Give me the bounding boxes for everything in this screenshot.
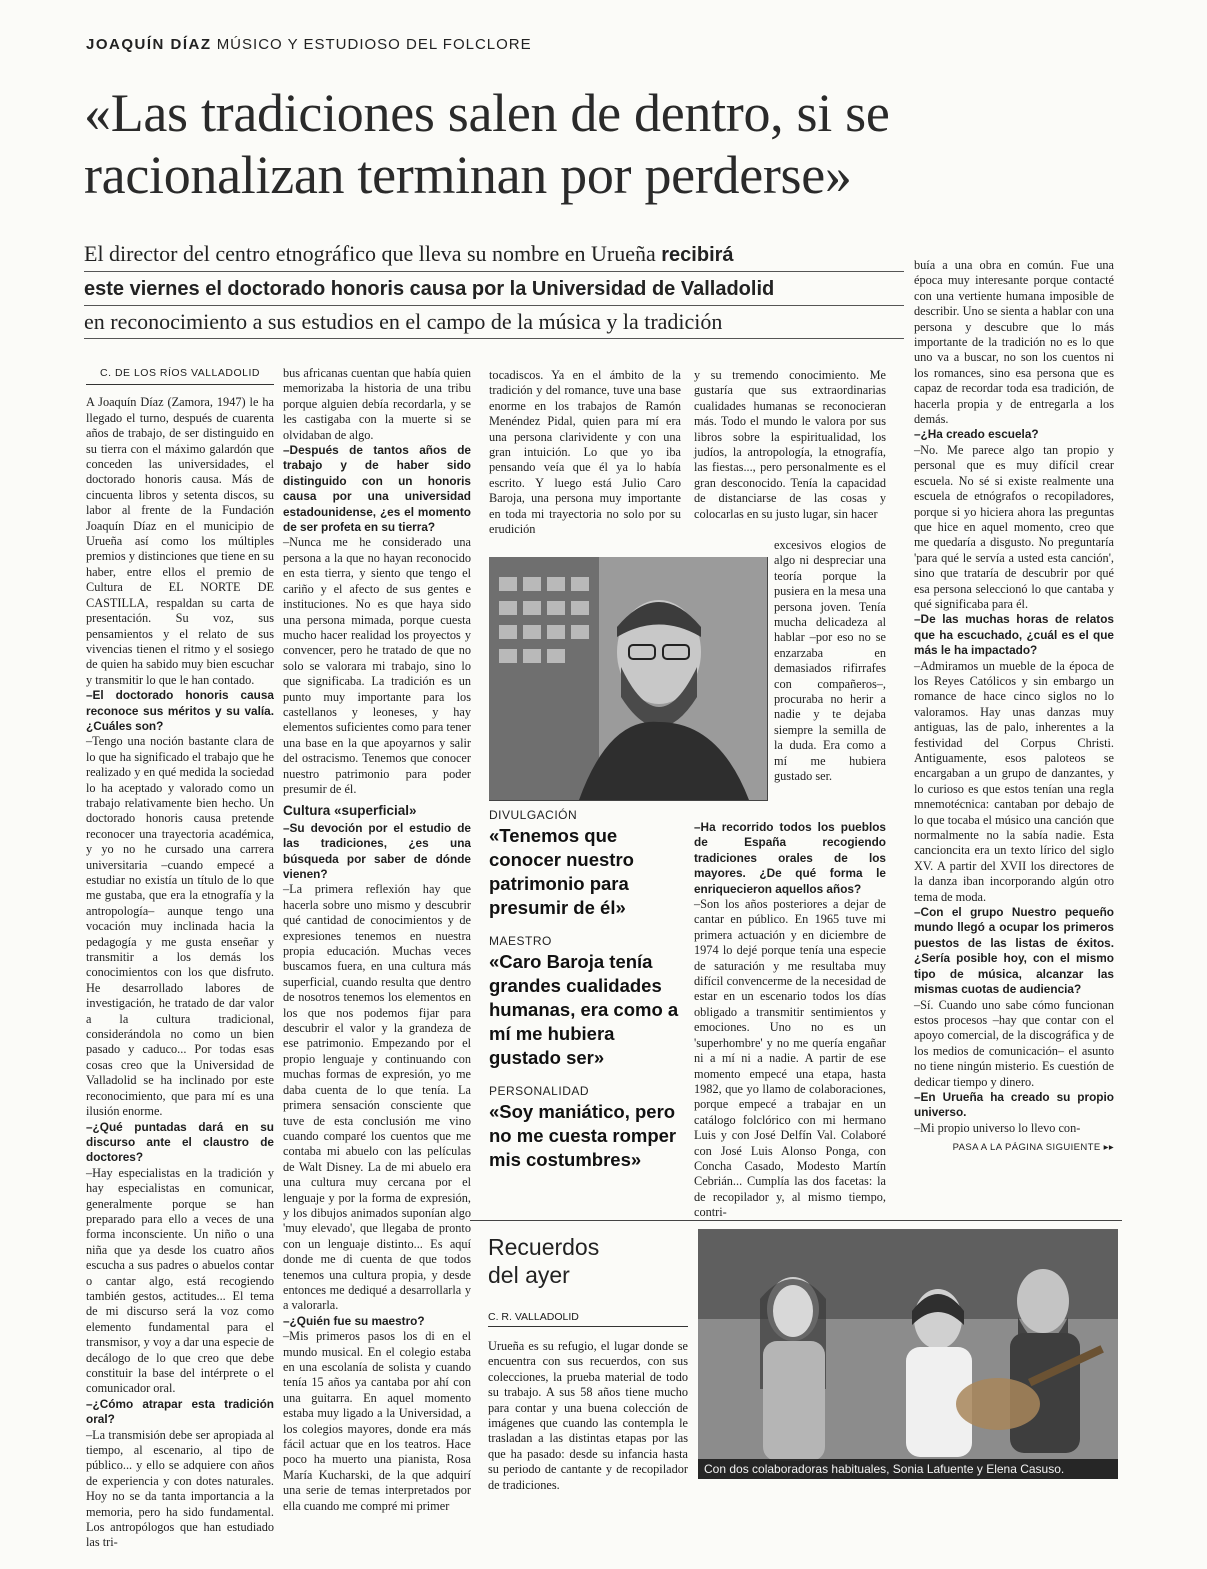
deck-line-3: en reconocimiento a sus estudios en el campo de la música y la tradición <box>84 306 904 339</box>
group-photo-illustration <box>698 1229 1118 1479</box>
quote-label-divulgacion: DIVULGACIÓN <box>489 808 578 822</box>
col4-p1b: excesivos elogios de algo ni despreciar una teoría porque la pusiera en la mesa una persona joven. Tenía mucha delicadeza al hablar –por eso no se enzarzaba en demasiados rifirrafes con compañeros–, procuraba no herir a nadie y te dejaba siempre la semilla de la duda. Era como a mí me hubiera gustado ser. <box>774 538 886 784</box>
quote-maestro: «Caro Baroja tenía grandes cualidades humanas, era como a mí me hubiera gustado ser» <box>489 951 679 1068</box>
col1-p2: –Tengo una noción bastante clara de lo que ha significado el trabajo que he realizado y en qué medida la sociedad lo ha aceptado y valorado como un trabajo relativamente bien hecho. Un doctorado honoris causa pretende reconocer una trayectoria académica, y yo no he cursado una carrera universitaria –cuando empecé a estudiar no existía un título de lo que me gustaba, que era la etnografía y la antropología– aunque tengo una vocación muy inclinada hacia la pedagogía y me gusta enseñar y transmitir a los demás los conocimientos con los que disfruto. He desarrollado labores de investigación, he tratado de dar valor a la cultura tradicional, considerándola no como un bien pasado y caduco... Por todas esas cosas creo que la Universidad de Valladolid se ha inclinado por este reconocimiento, que para mí es una ilusión enorme. <box>86 734 274 1119</box>
headline <box>84 82 1144 206</box>
col5-p1: buía a una obra en común. Fue una época muy interesante porque contacté con una vertiente humana imposible de describir. Uno se sienta a hablar con una persona y descubre que lo más importante de la tradición no es lo que uno va a buscar, no son los cuentos ni los romances, sino esa persona que es capaz de recordar toda esa tradición, de hacerla propia y de entregarla a los demás. <box>914 258 1114 427</box>
deck-line-1 <box>84 238 904 272</box>
kicker <box>86 36 532 53</box>
col4-p2: –Son los años posteriores a dejar de cantar en público. En 1965 tuve mi primera actuación y en diciembre de 1974 lo dejé porque tenía una especie de saturación y me resultaba muy difícil convencerme de la necesidad de estar en un escenario todos los días obligado a transmitir sentimientos y emociones. Uno no es un 'superhombre' y no me quería engañar ni a mí ni a nadie. A partir de ese momento empecé una etapa, hasta 1982, que yo llamo de colaboraciones, porque empecé a trabajar en un catálogo folclórico con mi hermano Luis y con José Delfín Val. Colaboré con José Luis Alonso Ponga, con Concha Casado, Modesto Martín Cebrián... Cumplía las dos facetas: la de recopilador y, al mismo tiempo, contri- <box>694 897 886 1220</box>
sidebar-box <box>470 1220 1122 1492</box>
column-1 <box>86 366 274 1551</box>
quote-label-personalidad: PERSONALIDAD <box>489 1084 590 1098</box>
col5-p2: –No. Me parece algo tan propio y personal que es muy difícil crear escuela. No sé si existe realmente una escuela de etnógrafos o recopiladores, porque si yo hiciera ahora las preguntas que hice en aquel momento, creo que me quedaría a disgusto. No preguntaría 'para qué le servía a usted esta canción', sino que trataría de descubrir por qué esa persona seleccionó lo que cantaba y qué significaba para él. <box>914 442 1114 611</box>
sidebar-title <box>488 1233 599 1289</box>
subhead-cultura: Cultura «superficial» <box>283 803 417 819</box>
portrait-illustration <box>489 557 767 800</box>
column-3 <box>489 368 681 537</box>
col1-p4: –La transmisión debe ser apropiada al tiempo, al escenario, al tipo de público... y ello se adquiere con años de experiencia y con dotes naturales. Hoy no se da tanta importancia a la memoria, pero ha sido fundamental. Los antropólogos que han estudiado las tri- <box>86 1427 274 1550</box>
col2-question-2: –Su devoción por el estudio de las tradiciones, ¿es una búsqueda por saber de dónde vienen? <box>283 820 471 881</box>
sidebar-byline: C. R. VALLADOLID <box>488 1311 688 1327</box>
col5-question-3: –Con el grupo Nuestro pequeño mundo llegó a ocupar los primeros puestos de las listas de éxitos. ¿Sería posible hoy, con el mismo tipo de música, alcanzar las mismas cuotas de audiencia? <box>914 905 1114 997</box>
col3-p1: tocadiscos. Ya en el ámbito de la tradición y del romance, tuve una base enorme en los trabajos de Ramón Menéndez Pidal, quien para mí era una persona clarividente y con una gran intuición. Lo que yo iba pensando veía que él ya lo había escrito. Y luego está Julio Caro Baroja, una persona muy importante en toda mi trayectoria no solo por su erudición <box>489 368 681 537</box>
kicker-role: MÚSICO Y ESTUDIOSO DEL FOLCLORE <box>216 36 532 53</box>
col2-question-3: –¿Quién fue su maestro? <box>283 1313 425 1328</box>
continued-notice: PASA A LA PÁGINA SIGUIENTE ▸▸ <box>952 1142 1114 1154</box>
kicker-name: JOAQUÍN DÍAZ <box>86 36 212 53</box>
col5-question-4: –En Urueña ha creado su propio universo. <box>914 1089 1114 1120</box>
column-4-bottom <box>694 820 886 1221</box>
column-4-top <box>694 368 886 522</box>
headline-line-1: «Las tradiciones salen de dentro, si se <box>84 83 890 143</box>
col2-p2: –Nunca me he considerado una persona a la que no hayan reconocido en esta tierra, y siento que tengo el cariño y el afecto de sus gentes e instituciones. No es que haya sido una persona mimada, porque cuesta mucho hacer realidad los proyectos y convencer, pero he tratado de que no solo se valorara mi trabajo, sino lo que significaba. La tradición es un punto muy importante para los castellanos y leoneses, y hay elementos suficientes como para tener una base en la que apoyarnos y salir del ostracismo. Tenemos que conocer nuestro patrimonio para poder presumir de él. <box>283 535 471 796</box>
column-2 <box>283 366 471 1514</box>
sidebar-title-line-2: del ayer <box>488 1262 570 1288</box>
pull-quotes <box>489 800 684 1172</box>
deck-line-1-bold: recibirá <box>661 244 734 266</box>
column-5 <box>914 258 1114 1156</box>
col2-question-1: –Después de tantos años de trabajo y de haber sido distinguido con un honoris causa por una universidad estadounidense, ¿es el momento de ser profeta en su tierra? <box>283 443 471 535</box>
photo-caption: Con dos colaboradoras habituales, Sonia Lafuente y Elena Casuso. <box>698 1459 1118 1479</box>
col4-p1: y su tremendo conocimiento. Me gustaría que sus extraordinarias cualidades humanas se reconocieran más. Todo el mundo le valora por sus libros sobre la espiritualidad, los judíos, la antropología, la etnografía, las fiestas..., pero personalmente es el gran desconocido. Tenía la capacidad de distanciarse de las cosas y colocarlas en su justo lugar, sin hacer <box>694 368 886 521</box>
sidebar-text: Urueña es su refugio, el lugar donde se encuentra con sus recuerdos, con sus colecciones, la prueba material de todo su trabajo. A sus 58 años tiene mucho para contar y una buena colección de imágenes que cuando las contempla le trasladan a las distintas etapas por las que ha pasado: desde su infancia hasta su periodo de cantante y de recopilador de tradiciones. <box>488 1339 688 1492</box>
col1-question-2: –¿Qué puntadas dará en su discurso ante el claustro de doctores? <box>86 1119 274 1165</box>
col1-p1: A Joaquín Díaz (Zamora, 1947) le ha llegado el turno, después de cuarenta años de trabajo, de ser distinguido en su tierra con el máximo galardón que conceden las universidades, el doctorado honoris causa. Más de cincuenta libros y setenta discos, su labor al frente de la Fundación Joaquín Díaz en el municipio de Urueña así como los múltiples premios y distinciones que tiene en su haber, entre ellos el premio de Cultura de EL NORTE DE CASTILLA, respaldan su carta de presentación. Su voz, sus pensamientos y el relato de sus vivencias tienen el ritmo y el sosiego de quien ha sabido muy bien escuchar y transmitir lo que le han contado. <box>86 395 274 687</box>
column-4-wrap <box>774 538 886 785</box>
deck-line-1-text: El director del centro etnográfico que lleva su nombre en Urueña <box>84 241 662 266</box>
group-photo <box>698 1229 1118 1479</box>
quote-divulgacion: «Tenemos que conocer nuestro patrimonio para presumir de él» <box>489 825 634 918</box>
col2-p3: –La primera reflexión hay que hacerla sobre uno mismo y descubrir qué cantidad de conocimientos y de expresiones tenemos en nuestra propia educación. Muchas veces buscamos fuera, en una cultura más superficial, cuando resulta que dentro de nosotros tenemos los elementos en los que nos podemos fijar para descubrir el valor y la grandeza de ese patrimonio. Empezando por el propio lenguaje y continuando con muchas formas de expresión, yo me daba cuenta de lo que tenía. La primera sensación consciente que tuve de esta conclusión me vino cuando comparé los cuentos que me contaba mi abuelo con las películas de Walt Disney. La de mi abuelo era una cultura muy cercana por el lenguaje y por la forma de expresión, y los dibujos animados suponían algo 'muy elevado', que llegaba de pronto con un lenguaje distinto... Es aquí donde me di cuenta de que todos tenemos una cultura propia, y desde entonces me dediqué a desarrollarla y a valorarla. <box>283 882 471 1313</box>
col5-question-1: –¿Ha creado escuela? <box>914 427 1039 442</box>
col5-question-2: –De las muchas horas de relatos que ha escuchado, ¿cuál es el que más le ha impactado? <box>914 612 1114 658</box>
col2-p1: bus africanas cuentan que había quien memorizaba la historia de una tribu porque alguien debía recordarla, y se les castigaba con la muerte si se olvidaban de algo. <box>283 366 471 442</box>
col5-p3: –Admiramos un mueble de la época de los Reyes Católicos y sin embargo un romance de hace cinco siglos no lo valoramos. Hay unas danzas muy antiguas, las de palo, inherentes a la festividad del Corpus Christi. Antiguamente, esos paloteos se encargaban a un grupo de danzantes, y lo curioso es que estos tenían una regla mnemotécnica: cantaban por debajo de lo que tocaba el músico una canción que normalmente no la sabía nadie. Esta cancioncita era un texto lírico del siglo XV. A partir del XVII los directores de la danza iban incorporando algún otro tema de moda. <box>914 658 1114 904</box>
col4-question-1: –Ha recorrido todos los pueblos de España recogiendo tradiciones orales de los mayores. ¿De qué forma le enriquecieron aquellos años? <box>694 820 886 896</box>
col1-question-1: –El doctorado honoris causa reconoce sus méritos y su valía. ¿Cuáles son? <box>86 688 274 733</box>
quote-personalidad: «Soy maniático, pero no me cuesta romper mis costumbres» <box>489 1101 677 1170</box>
sidebar-title-line-1: Recuerdos <box>488 1234 600 1260</box>
deck-line-2-bold: este viernes el doctorado honoris causa por la Universidad de Valladolid <box>84 278 775 300</box>
deck-line-2 <box>84 272 904 306</box>
col5-p5: –Mi propio universo lo llevo con- <box>914 1120 1081 1135</box>
col1-p3: –Hay especialistas en la tradición y hay especialistas en comunicar, generalmente porque se han preparado para ello a veces de una forma inconsciente. Un niño o una niña que ya desde los cuatro años escucha a sus padres o abuelos contar o cantar algo, está recogiendo también gestos, actitudes... El tema de mi discurso será la voz como elemento fundamental para el transmisor, y voy a dar una especie de decálogo de lo que creo que debe constituir la base del intérprete o el comunicador oral. <box>86 1165 274 1396</box>
byline: C. DE LOS RÍOS VALLADOLID <box>86 366 274 385</box>
deck <box>84 238 904 339</box>
quote-label-maestro: MAESTRO <box>489 934 552 948</box>
col2-p4: –Mis primeros pasos los di en el mundo musical. En el colegio estaba en una escolanía de solista y cuando tenía 15 años ya cantaba por ahí con una guitarra. En aquel momento estaba muy ligado a la Universidad, a los colegios mayores, donde era más fácil actuar que en los teatros. Hace poco ha muerto una pianista, Rosa María Kucharski, de la que adquirí una serie de temas interpretados por ella cuando me compré mi primer <box>283 1329 471 1513</box>
col5-p4: –Sí. Cuando uno sabe cómo funcionan estos procesos –hay que contar con el apoyo comercial, de la discográfica y de los medios de comunicación– el asunto no tiene ningún misterio. Es cuestión de dedicar tiempo y dinero. <box>914 997 1114 1089</box>
portrait-photo <box>489 557 768 801</box>
col1-question-3: –¿Cómo atrapar esta tradición oral? <box>86 1396 274 1427</box>
headline-line-2: racionalizan terminan por perderse» <box>84 145 852 205</box>
